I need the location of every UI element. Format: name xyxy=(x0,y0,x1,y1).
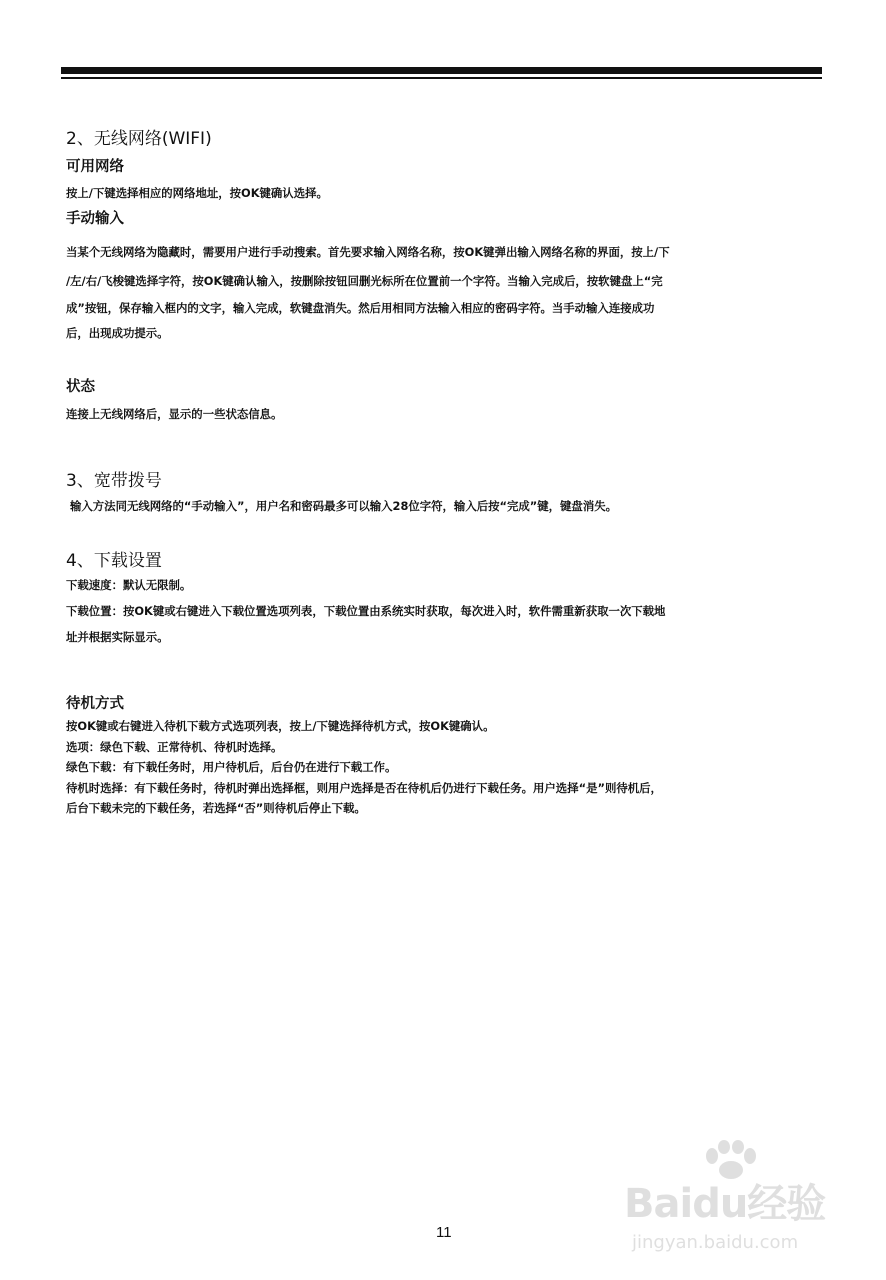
heading-status: 状态 xyxy=(66,379,95,395)
status-text: 连接上无线网络后，显示的一些状态信息。 xyxy=(66,407,283,421)
standby-line: 绿色下载：有下载任务时，用户待机后，后台仍在进行下载工作。 xyxy=(66,760,397,774)
section-title-broadband: 3、宽带拨号 xyxy=(66,471,162,491)
page-number: 11 xyxy=(436,1224,452,1241)
heading-standby: 待机方式 xyxy=(66,696,124,712)
manual-input-line: 当某个无线网络为隐藏时，需要用户进行手动搜索。首先要求输入网络名称，按OK键弹出输入网络名称的界面，按上/下 xyxy=(66,245,670,259)
heading-manual-input: 手动输入 xyxy=(66,211,124,227)
available-networks-text: 按上/下键选择相应的网络地址，按OK键确认选择。 xyxy=(66,186,328,200)
download-location-line: 址并根据实际显示。 xyxy=(66,630,169,644)
section-title-download: 4、下载设置 xyxy=(66,551,162,571)
header-rule-thick xyxy=(61,67,822,74)
header-rule-thin xyxy=(61,77,822,79)
baidu-watermark xyxy=(624,1140,854,1275)
download-location-line: 下载位置：按OK键或右键进入下载位置选项列表，下载位置由系统实时获取，每次进入时，软件需重新获取一次下载地 xyxy=(66,604,666,618)
standby-line: 后台下载未完的下载任务，若选择“否”则待机后停止下载。 xyxy=(66,801,366,815)
download-speed-text: 下载速度：默认无限制。 xyxy=(66,578,192,592)
broadband-text: 输入方法同无线网络的“手动输入”，用户名和密码最多可以输入28位字符，输入后按“完成”键，键盘消失。 xyxy=(70,499,617,513)
manual-input-line: 成”按钮，保存输入框内的文字，输入完成，软键盘消失。然后用相同方法输入相应的密码字符。当手动输入连接成功 xyxy=(66,301,655,315)
section-title-wifi: 2、无线网络(WIFI) xyxy=(66,129,212,149)
watermark-brand: Baidu经验 xyxy=(624,1181,826,1227)
manual-input-line: /左/右/飞梭键选择字符，按OK键确认输入，按删除按钮回删光标所在位置前一个字符。当输入完成后，按软键盘上“完 xyxy=(66,274,663,288)
standby-line: 待机时选择：有下载任务时，待机时弹出选择框，则用户选择是否在待机后仍进行下载任务。用户选择“是”则待机后， xyxy=(66,781,662,795)
standby-line: 按OK键或右键进入待机下载方式选项列表，按上/下键选择待机方式，按OK键确认。 xyxy=(66,719,495,733)
standby-line: 选项：绿色下载、正常待机、待机时选择。 xyxy=(66,740,283,754)
heading-available-networks: 可用网络 xyxy=(66,159,124,175)
watermark-url: jingyan.baidu.com xyxy=(632,1232,799,1253)
manual-input-line: 后，出现成功提示。 xyxy=(66,326,169,340)
